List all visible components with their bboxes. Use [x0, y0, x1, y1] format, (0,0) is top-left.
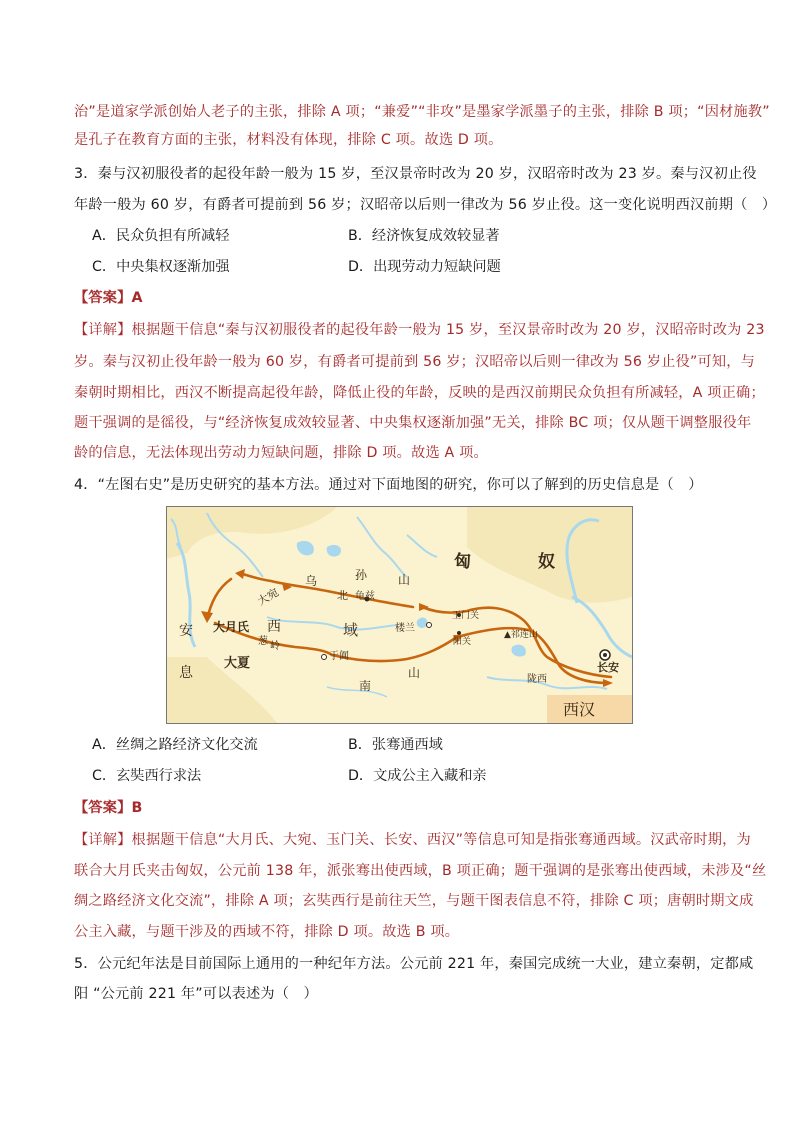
- q3-answer: 【答案】A: [74, 290, 143, 306]
- map-label-nan: 南: [359, 679, 372, 693]
- map-label-shan-south: 山: [408, 666, 421, 680]
- prev-answer-line-1: 治”是道家学派创始人老子的主张，排除 A 项；“兼爱”“非攻”是墨家学派墨子的主张，排除 B 项；“因材施教”: [74, 104, 770, 120]
- q4-detail-line-3: 绸之路经济文化交流”，排除 A 项；玄奘西行是前往天竺，与题干图表信息不符，排除 C 项；唐朝时期文成: [74, 893, 754, 909]
- map-label-dayuezhi: 大月氏: [213, 620, 250, 634]
- map-label-dayuan: 大宛: [255, 585, 281, 609]
- map-label-changan: 长安: [597, 661, 619, 674]
- map-label-bei: 北: [337, 589, 348, 602]
- map-label-xiongnu-2: 奴: [538, 552, 555, 572]
- map-label-xiongnu-1: 匈: [454, 552, 471, 572]
- q4-option-a: A．丝绸之路经济文化交流: [92, 737, 258, 753]
- map-label-yangguan: 阳关: [453, 637, 472, 647]
- q3-option-d: D．出现劳动力短缺问题: [348, 259, 501, 275]
- map-label-loulan: 楼兰: [395, 623, 415, 634]
- map-label-daxia: 大夏: [224, 656, 251, 671]
- map-label-cong: 葱: [258, 636, 268, 647]
- q4-detail-line-1: 【详解】根据题干信息“大月氏、大宛、玉门关、长安、西汉”等信息可知是指张骞通西域。汉武帝时期，为: [74, 832, 751, 848]
- q4-answer: 【答案】B: [74, 800, 143, 816]
- q3-detail-line-4: 题干强调的是徭役，与“经济恢复成效较显著、中央集权逐渐加强”无关，排除 BC 项；仅从题干调整服役年: [74, 415, 752, 431]
- q3-option-b: B．经济恢复成效较显著: [348, 228, 500, 244]
- question-3-line-1: 3．秦与汉初服役者的起役年龄一般为 15 岁，至汉景帝时改为 20 岁，汉昭帝时改为 23 岁。秦与汉初止役: [74, 166, 757, 182]
- map-label-xi2: 息: [179, 665, 193, 681]
- q3-detail-line-5: 龄的信息，无法体现出劳动力短缺问题，排除 D 项。故选 A 项。: [74, 445, 488, 461]
- map-label-yu: 域: [343, 621, 359, 639]
- map-label-shan-north: 山: [398, 573, 411, 587]
- q3-option-a: A．民众负担有所减轻: [92, 228, 230, 244]
- question-3-line-2: 年龄一般为 60 岁，有爵者可提前到 56 岁；汉昭帝以后则一律改为 56 岁止役。这一变化说明西汉前期（ ）: [74, 197, 777, 213]
- q4-option-b: B．张骞通西域: [348, 737, 443, 753]
- q4-option-d: D．文成公主入藏和亲: [348, 768, 487, 784]
- map-label-sun: 孙: [355, 568, 368, 582]
- map-label-wu: 乌: [305, 574, 318, 588]
- map-label-an: 安: [179, 623, 193, 639]
- map-label-qilianshan: ▲祁连山: [504, 630, 538, 640]
- map-label-ling: 岭: [270, 641, 280, 652]
- map-label-qiuci: 龟兹: [355, 591, 375, 602]
- q3-option-c: C．中央集权逐渐加强: [92, 259, 230, 275]
- map-label-xihan: 西汉: [563, 700, 596, 719]
- q3-detail-line-1: 【详解】根据题干信息“秦与汉初服役者的起役年龄一般为 15 岁，至汉景帝时改为 20 岁，汉昭帝时改为 23: [74, 322, 765, 338]
- map-label-xi: 西: [267, 619, 281, 635]
- map-label-longxi: 陇西: [527, 674, 547, 685]
- map-svg: [167, 507, 632, 723]
- question-4-line-1: 4．“左图右史”是历史研究的基本方法。通过对下面地图的研究，你可以了解到的历史信息是（ ）: [74, 477, 703, 493]
- q4-detail-line-2: 联合大月氏夹击匈奴，公元前 138 年，派张骞出使西域，B 项正确；题干强调的是张骞出使西域，未涉及“丝: [74, 863, 767, 879]
- silk-road-map: [166, 506, 633, 724]
- map-label-yutian: 于阗: [329, 651, 349, 662]
- q4-option-c: C．玄奘西行求法: [92, 768, 202, 784]
- map-label-yumenguan: 玉门关: [452, 611, 480, 621]
- q3-detail-line-3: 秦朝时期相比，西汉不断提高起役年龄，降低止役的年龄，反映的是西汉前期民众负担有所减轻，A 项正确；: [74, 385, 765, 401]
- q4-detail-line-4: 公主入藏，与题干涉及的西域不符，排除 D 项。故选 B 项。: [74, 924, 460, 940]
- q3-detail-line-2: 岁。秦与汉初止役年龄一般为 60 岁，有爵者可提前到 56 岁；汉昭帝以后则一律改为 56 岁止役”可知，与: [74, 354, 756, 370]
- question-5-line-1: 5．公元纪年法是目前国际上通用的一种纪年方法。公元前 221 年，秦国完成统一大业，建立秦朝，定都咸: [74, 956, 754, 972]
- question-5-line-2: 阳 “公元前 221 年”可以表述为（ ）: [74, 986, 318, 1002]
- prev-answer-line-2: 是孔子在教育方面的主张，材料没有体现，排除 C 项。故选 D 项。: [74, 132, 503, 148]
